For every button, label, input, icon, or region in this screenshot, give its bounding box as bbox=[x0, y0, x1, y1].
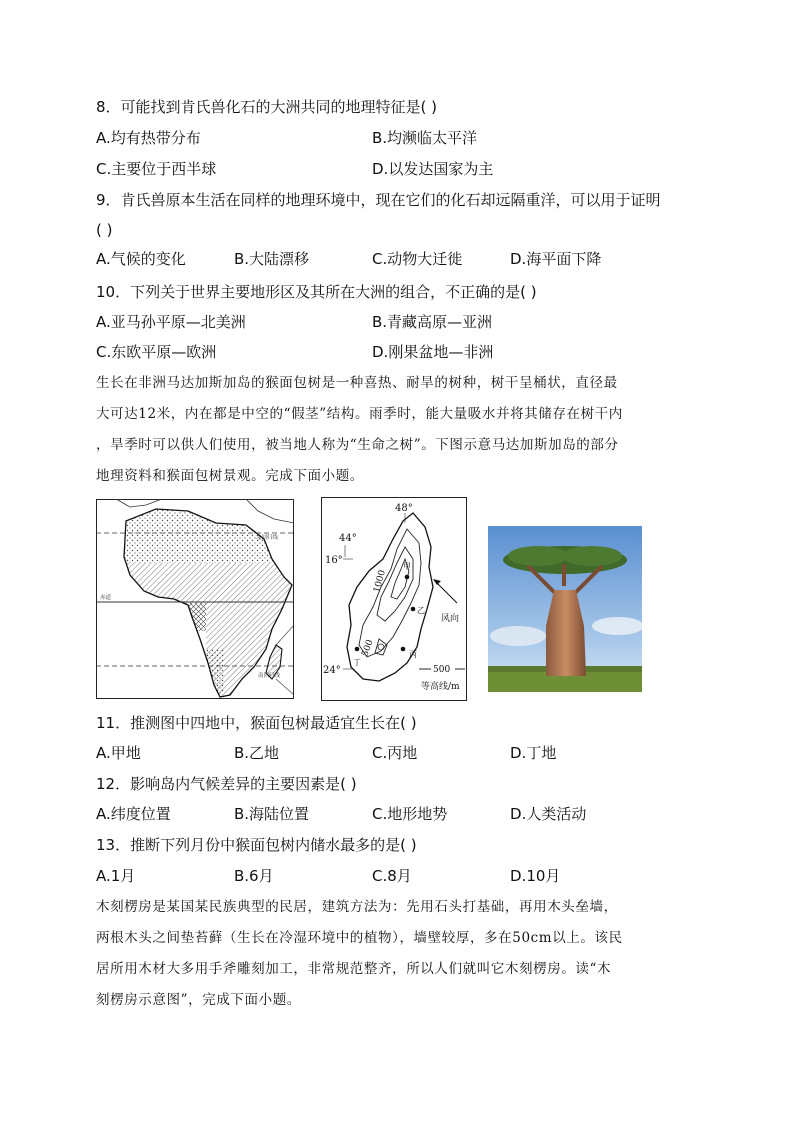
q12-option-c[interactable]: C.地形地势 bbox=[372, 805, 448, 823]
q12-option-a[interactable]: A.纬度位置 bbox=[96, 805, 171, 823]
longitude-44-label: 44° bbox=[339, 533, 357, 544]
passage-line: 大可达12米，内在都是中空的“假茎”结构。雨季时，能大量吸水并将其储存在树干内 bbox=[96, 406, 623, 422]
passage-line: 地理资料和猴面包树景观。完成下面小题。 bbox=[96, 468, 364, 484]
q13-option-a[interactable]: A.1月 bbox=[96, 867, 136, 885]
point-yi-label: 乙 bbox=[417, 606, 425, 615]
q11-stem: 11．推测图中四地中，猴面包树最适宜生长在( ) bbox=[96, 714, 417, 732]
q9-option-a[interactable]: A.气候的变化 bbox=[96, 250, 186, 268]
q11-option-c[interactable]: C.丙地 bbox=[372, 744, 418, 762]
passage-line: 两根木头之间垫苔藓（生长在冷湿环境中的植物），墙壁较厚，多在50cm以上。该民 bbox=[96, 930, 623, 946]
baobab-tree-photo bbox=[488, 526, 642, 692]
passage-line: 刻楞房示意图”，完成下面小题。 bbox=[96, 992, 301, 1008]
passage-line: 居所用木材大多用手斧雕刻加工，非常规范整齐，所以人们就叫它木刻楞房。读“木 bbox=[96, 961, 612, 977]
q8-option-c[interactable]: C.主要位于西半球 bbox=[96, 160, 217, 178]
log-house-passage bbox=[96, 892, 700, 1016]
q10-option-a[interactable]: A.亚马孙平原—北美洲 bbox=[96, 313, 246, 331]
equator-label: 赤道 bbox=[100, 595, 112, 601]
tropic-of-cancer-label: 北回归线 bbox=[256, 535, 279, 541]
q8-option-d[interactable]: D.以发达国家为主 bbox=[372, 160, 494, 178]
wind-direction-label: 风向 bbox=[441, 614, 460, 624]
q12-stem: 12．影响岛内气候差异的主要因素是( ) bbox=[96, 775, 357, 793]
q13-option-c[interactable]: C.8月 bbox=[372, 867, 412, 885]
q10-option-c[interactable]: C.东欧平原—欧洲 bbox=[96, 343, 217, 361]
contour-1000-label: 1000 bbox=[372, 569, 388, 594]
latitude-24-label: 24° bbox=[323, 665, 341, 676]
q10-option-b[interactable]: B.青藏高原—亚洲 bbox=[372, 313, 493, 331]
longitude-48-label: 48° bbox=[395, 503, 413, 514]
q12-option-d[interactable]: D.人类活动 bbox=[510, 805, 587, 823]
point-bing-label: 丙 bbox=[409, 650, 417, 659]
madagascar-topo-map bbox=[321, 497, 467, 701]
q8-stem: 8．可能找到肯氏兽化石的大洲共同的地理特征是( ) bbox=[96, 98, 438, 116]
passage-line: 生长在非洲马达加斯加岛的猴面包树是一种喜热、耐旱的树种，树干呈桶状，直径最 bbox=[96, 375, 618, 391]
q9-stem-line2: ( ) bbox=[96, 221, 113, 239]
q8-option-b[interactable]: B.均濒临太平洋 bbox=[372, 129, 478, 147]
point-ding-marker bbox=[355, 647, 360, 652]
point-yi-marker bbox=[411, 607, 416, 612]
q12-option-b[interactable]: B.海陆位置 bbox=[234, 805, 310, 823]
point-ding-label: 丁 bbox=[353, 658, 361, 667]
q13-option-b[interactable]: B.6月 bbox=[234, 867, 274, 885]
africa-map bbox=[96, 499, 294, 699]
point-bing-marker bbox=[401, 647, 406, 652]
q11-option-b[interactable]: B.乙地 bbox=[234, 744, 280, 762]
q10-option-d[interactable]: D.刚果盆地—非洲 bbox=[372, 343, 494, 361]
point-jia-label: 甲 bbox=[403, 562, 411, 571]
q11-option-a[interactable]: A.甲地 bbox=[96, 744, 141, 762]
passage-line: 木刻楞房是某国某民族典型的民居，建筑方法为：先用石头打基础，再用木头垒墙， bbox=[96, 899, 618, 915]
q9-stem-line1: 9．肯氏兽原本生活在同样的地理环境中，现在它们的化石却远隔重洋，可以用于证明 bbox=[96, 191, 661, 209]
tropic-of-capricorn-label: 南回归线 bbox=[258, 673, 281, 679]
q11-option-d[interactable]: D.丁地 bbox=[510, 744, 557, 762]
q8-option-a[interactable]: A.均有热带分布 bbox=[96, 129, 201, 147]
q13-option-d[interactable]: D.10月 bbox=[510, 867, 561, 885]
contour-500-label: 500 bbox=[360, 638, 376, 659]
q9-option-b[interactable]: B.大陆漂移 bbox=[234, 250, 310, 268]
passage-line: ，旱季时可以供人们使用，被当地人称为“生命之树”。下图示意马达加斯加岛的部分 bbox=[96, 437, 619, 453]
legend-contour-value: 500 bbox=[433, 665, 451, 675]
q9-option-c[interactable]: C.动物大迁徙 bbox=[372, 250, 463, 268]
baobab-passage bbox=[96, 368, 700, 492]
q10-stem: 10．下列关于世界主要地形区及其所在大洲的组合，不正确的是( ) bbox=[96, 283, 537, 301]
q13-stem: 13．推断下列月份中猴面包树内储水最多的是( ) bbox=[96, 836, 417, 854]
latitude-16-label: 16° bbox=[325, 555, 343, 566]
q9-option-d[interactable]: D.海平面下降 bbox=[510, 250, 602, 268]
legend-contour-label: 等高线/m bbox=[421, 682, 460, 692]
point-jia-marker bbox=[405, 575, 410, 580]
